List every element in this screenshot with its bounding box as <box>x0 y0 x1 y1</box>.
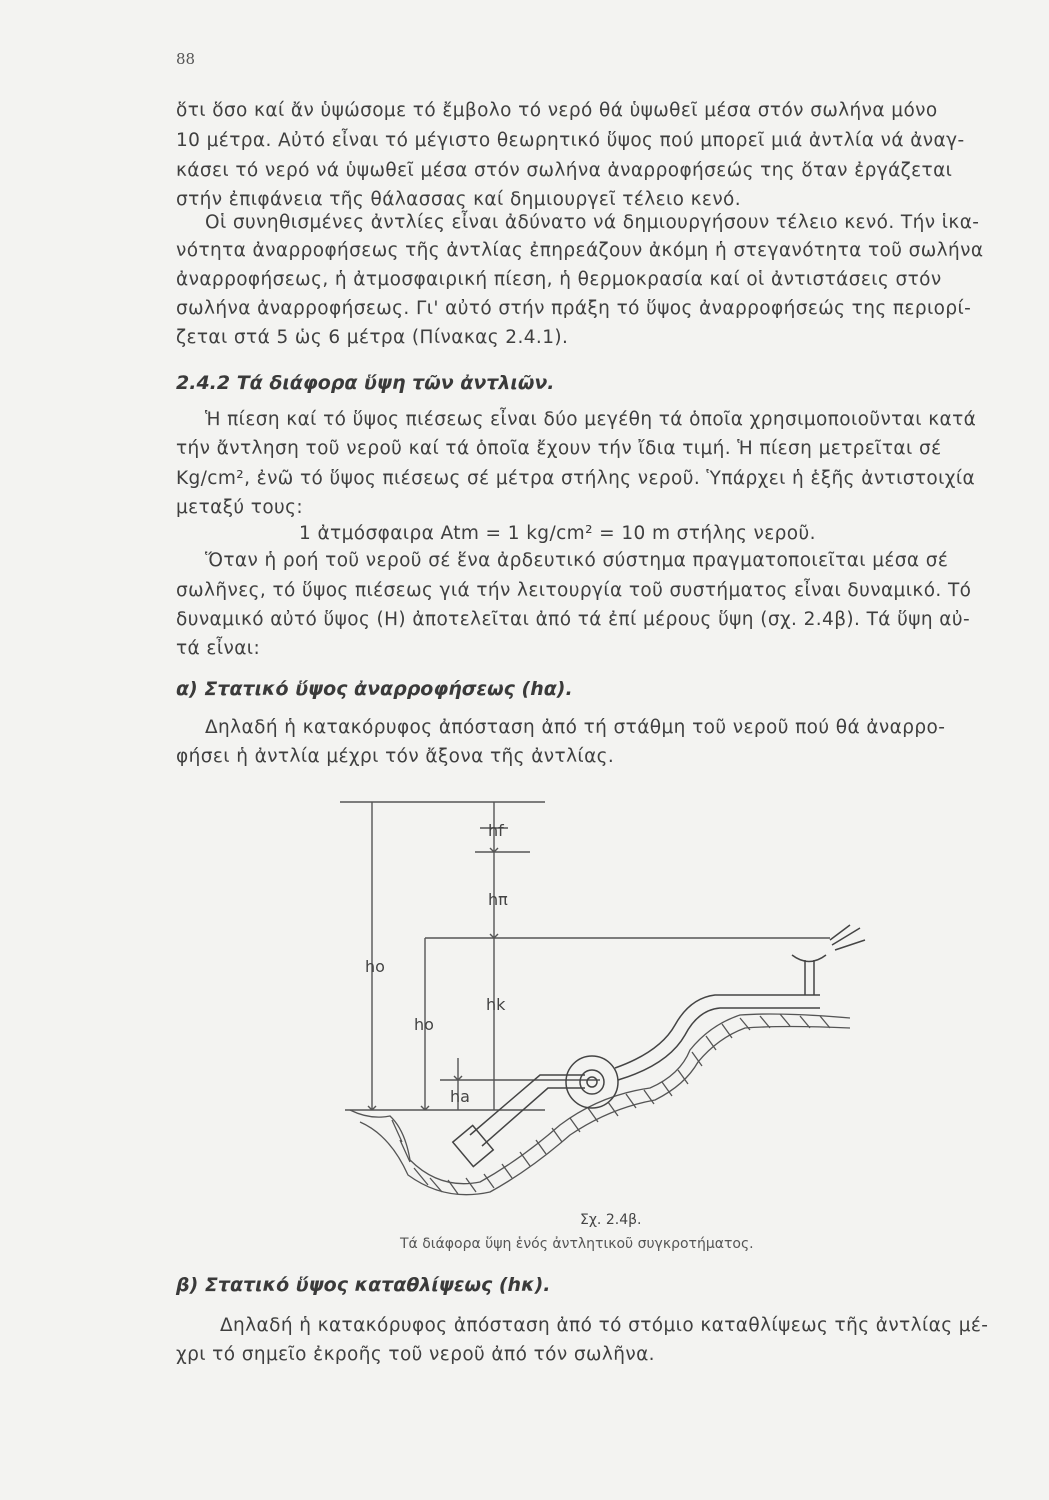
text-line: ζεται στά 5 ὡς 6 μέτρα (Πίνακας 2.4.1). <box>176 327 569 348</box>
text-line: Δηλαδή ἡ κατακόρυφος ἀπόσταση ἀπό τό στόμιο καταθλίψεως τῆς ἀντλίας μέ- <box>220 1315 989 1336</box>
figure-caption-text: Τά διάφορα ὕψη ἑνός ἀντλητικοῦ συγκροτήματος. <box>400 1236 754 1252</box>
text-line: τά εἶναι: <box>176 638 261 659</box>
text-line: χρι τό σημεῖο ἐκροῆς τοῦ νεροῦ ἀπό τόν σωλῆνα. <box>176 1344 655 1365</box>
hpi-label: hπ <box>488 890 508 909</box>
ha-label: ha <box>450 1087 470 1106</box>
text-line: Kg/cm², ἐνῶ τό ὕψος πιέσεως σέ μέτρα στήλης νεροῦ. Ὑπάρχει ἡ ἑξῆς ἀντιστοιχία <box>176 468 976 489</box>
page-number: 88 <box>176 50 196 68</box>
text-line: κάσει τό νερό νά ὑψωθεῖ μέσα στόν σωλήνα ἀναρροφήσεώς της ὅταν ἐργάζεται <box>176 160 953 181</box>
hk-label: hk <box>486 995 506 1014</box>
text-line: 10 μέτρα. Αὐτό εἶναι τό μέγιστο θεωρητικό ὕψος πού μπορεῖ μιά ἀντλία νά ἀναγ- <box>176 130 965 151</box>
figure-caption-number: Σχ. 2.4β. <box>580 1212 642 1228</box>
subheading-b: β) Στατικό ὕψος καταθλίψεως (hκ). <box>176 1274 551 1296</box>
text-line: τήν ἄντληση τοῦ νεροῦ καί τά ὁποῖα ἔχουν τήν ἴδια τιμή. Ἡ πίεση μετρεῖται σέ <box>176 438 942 459</box>
text-line: Οἱ συνηθισμένες ἀντλίες εἶναι ἀδύνατο νά δημιουργήσουν τέλειο κενό. Τήν ἱκα- <box>205 212 980 233</box>
text-line: μεταξύ τους: <box>176 497 304 518</box>
text-line: φήσει ἡ ἀντλία μέχρι τόν ἄξονα τῆς ἀντλίας. <box>176 746 615 767</box>
text-line: σωλήνα ἀναρροφήσεως. Γι' αὐτό στήν πράξη τό ὕψος ἀναρροφήσεώς της περιορί- <box>176 298 972 319</box>
text-line: ὅτι ὅσο καί ἄν ὑψώσομε τό ἔμβολο τό νερό θά ὑψωθεῖ μέσα στόν σωλήνα μόνο <box>176 100 938 121</box>
text-line: νότητα ἀναρροφήσεως τῆς ἀντλίας ἐπηρεάζουν ἀκόμη ἡ στεγανότητα τοῦ σωλήνα <box>176 240 984 261</box>
text-line: Ἡ πίεση καί τό ὕψος πιέσεως εἶναι δύο μεγέθη τά ὁποῖα χρησιμοποιοῦνται κατά <box>205 409 977 430</box>
text-line: δυναμικό αὐτό ὕψος (Η) ἀποτελεῖται ἀπό τά ἐπί μέρους ὕψη (σχ. 2.4β). Τά ὕψη αὐ- <box>176 609 971 630</box>
text-line: Ὅταν ἡ ροή τοῦ νεροῦ σέ ἕνα ἀρδευτικό σύστημα πραγματοποιεῖται μέσα σέ <box>205 550 949 571</box>
hf-label: hf <box>488 821 504 840</box>
ho-inner-label: ho <box>414 1015 434 1034</box>
text-line: σωλῆνες, τό ὕψος πιέσεως γιά τήν λειτουργία τοῦ συστήματος εἶναι δυναμικό. Τό <box>176 580 972 601</box>
text-line: ἀναρροφήσεως, ἡ ἀτμοσφαιρική πίεση, ἡ θερμοκρασία καί οἱ ἀντιστάσεις στόν <box>176 269 942 290</box>
section-heading: 2.4.2 Τά διάφορα ὕψη τῶν ἀντλιῶν. <box>176 372 555 394</box>
equation: 1 ἀτμόσφαιρα Atm = 1 kg/cm² = 10 m στήλης νεροῦ. <box>299 523 816 544</box>
text-line: Δηλαδή ἡ κατακόρυφος ἀπόσταση ἀπό τή στάθμη τοῦ νεροῦ πού θά ἀναρρο- <box>205 717 946 738</box>
text-line: στήν ἐπιφάνεια τῆς θάλασσας καί δημιουργεῖ τέλειο κενό. <box>176 189 742 210</box>
pump-heights-figure <box>330 790 890 1210</box>
ho-outer-label: ho <box>365 957 385 976</box>
subheading-a: α) Στατικό ὕψος ἀναρροφήσεως (hα). <box>176 678 573 700</box>
